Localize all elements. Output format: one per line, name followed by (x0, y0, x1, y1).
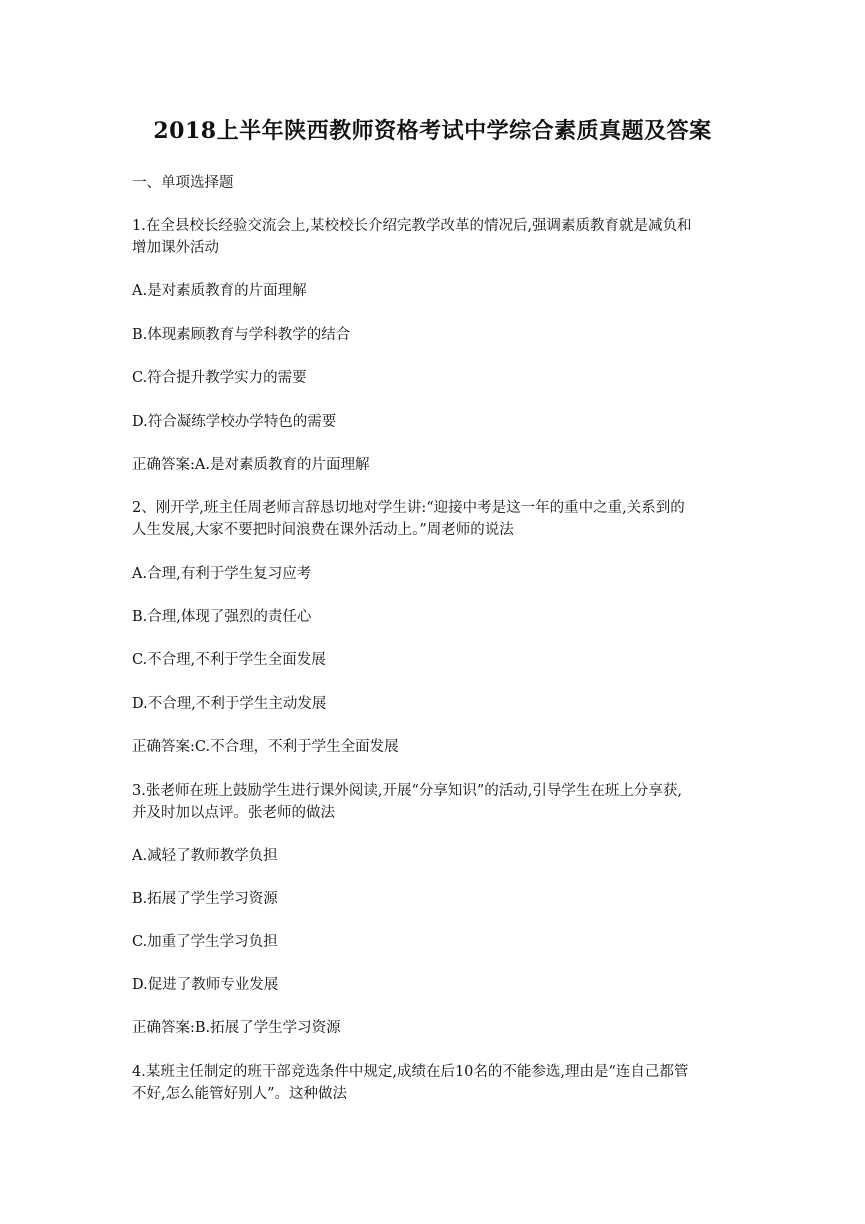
question-2-stem-line-2: 人生发展,大家不要把时间浪费在课外活动上。”周老师的说法 (132, 522, 514, 538)
question-3-option-d: D.促进了教师专业发展 (132, 977, 279, 993)
document-title: 2018上半年陕西教师资格考试中学综合素质真题及答案 (153, 118, 712, 144)
question-2-answer: 正确答案:C.不合理，不利于学生全面发展 (132, 739, 399, 755)
question-1-option-d: D.符合凝练学校办学特色的需要 (132, 414, 337, 430)
question-3-option-a: A.减轻了教师教学负担 (132, 848, 278, 864)
question-1-option-a: A.是对素质教育的片面理解 (132, 283, 307, 299)
question-3-option-b: B.拓展了学生学习资源 (132, 891, 278, 907)
question-2-option-c: C.不合理,不利于学生全面发展 (132, 652, 326, 668)
question-1-stem-line-1: 1.在全县校长经验交流会上,某校校长介绍完教学改革的情况后,强调素质教育就是减负和 (132, 218, 692, 234)
question-3-stem-line-1: 3.张老师在班上鼓励学生进行课外阅读,开展“分享知识”的活动,引导学生在班上分享获, (132, 783, 682, 799)
question-3-stem-line-2: 并及时加以点评。张老师的做法 (132, 805, 335, 821)
section-heading: 一、单项选择题 (132, 175, 234, 191)
question-1-option-b: B.体现素顾教育与学科教学的结合 (132, 327, 351, 343)
question-2-option-d: D.不合理,不利于学生主动发展 (132, 696, 327, 712)
question-2-option-a: A.合理,有利于学生复习应考 (132, 566, 312, 582)
question-1-option-c: C.符合提升教学实力的需要 (132, 370, 307, 386)
question-1-answer: 正确答案:A.是对素质教育的片面理解 (132, 457, 370, 473)
question-2-option-b: B.合理,体现了强烈的责任心 (132, 609, 312, 625)
question-3-option-c: C.加重了学生学习负担 (132, 934, 278, 950)
question-1-stem-line-2: 增加课外活动 (132, 240, 219, 256)
question-3-answer: 正确答案:B.拓展了学生学习资源 (132, 1020, 341, 1036)
question-4-stem-line-2: 不好,怎么能管好别人”。这种做法 (132, 1086, 348, 1102)
question-2-stem-line-1: 2、刚开学,班主任周老师言辞恳切地对学生讲:“迎接中考是这一年的重中之重,关系到的 (132, 500, 685, 516)
question-4-stem-line-1: 4.某班主任制定的班干部竞选条件中规定,成绩在后10名的不能参选,理由是“连自己都管 (132, 1064, 689, 1080)
